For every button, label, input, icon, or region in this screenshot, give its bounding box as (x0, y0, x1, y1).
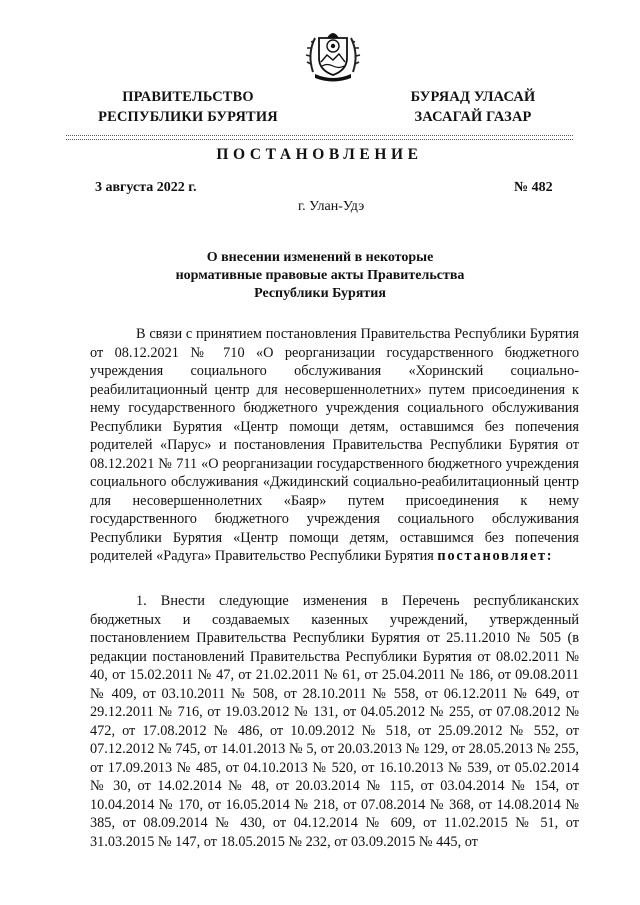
header-divider (66, 135, 573, 136)
government-header-buryat (398, 87, 548, 127)
header-right-line1: БУРЯАД УЛАСАЙ (410, 89, 536, 105)
document-date: 3 августа 2022 г. (95, 180, 197, 195)
header-left-line2: РЕСПУБЛИКИ БУРЯТИЯ (98, 109, 278, 125)
header-divider-secondary (66, 139, 573, 140)
document-number: № 482 (514, 180, 553, 195)
document-title: ПОСТАНОВЛЕНИЕ (216, 146, 423, 163)
government-header-russian (88, 87, 288, 127)
document-city: г. Улан-Удэ (298, 199, 365, 214)
preamble-text: В связи с принятием постановления Правительства Республики Бурятия от 08.12.2021 № 710 «О реорганизации государственного бюджетного учреждения социального обслуживания «Хоринский социально-реабилитационный центр для несовершеннолетних» путем присоединения к нему государственного бюджетного учреждения социального обслуживания Республики Бурятия «Центр помощи детям, оставшимся без попечения родителей «Парус» и постановления Правительства Республики Бурятия от 08.12.2021 № 711 «О реорганизации государственного бюджетного учреждения социального обслуживания «Джидинский социально-реабилитационный центр для несовершеннолетних «Баяр» путем присоединения к нему государственного бюджетного учреждения социального обслуживания Республики Бурятия «Центр помощи детям, оставшимся без попечения родителей «Радуга» Правительство Республики Бурятия (90, 326, 579, 564)
coat-of-arms-icon (303, 24, 363, 84)
subject-line: О внесении изменений в некоторые (206, 250, 434, 265)
header-right-line2: ЗАСАГАЙ ГАЗАР (414, 109, 532, 125)
subject-line: нормативные правовые акты Правительства (175, 268, 465, 283)
decree-verb: постановляет: (437, 548, 554, 564)
header-left-line1: ПРАВИТЕЛЬСТВО (122, 89, 254, 105)
subject-line: Республики Бурятия (254, 286, 386, 301)
body-paragraph-preamble (90, 325, 579, 566)
body-paragraph-item-1 (90, 592, 579, 851)
document-subject (150, 249, 490, 303)
item-1-text: 1. Внести следующие изменения в Перечень республиканских бюджетных и создаваемых казенных учреждений, утвержденный постановлением Правительства Республики Бурятия от 25.11.2010 № 505 (в редакции постановлений Правительства Республики Бурятия от 08.02.2011 № 40, от 15.02.2011 № 47, от 21.02.2011 № 61, от 25.04.2011 № 186, от 09.08.2011 № 409, от 03.10.2011 № 508, от 28.10.2011 № 558, от 06.12.2011 № 649, от 29.12.2011 № 716, от 19.03.2012 № 131, от 04.05.2012 № 255, от 07.08.2012 № 472, от 17.08.2012 № 486, от 10.09.2012 № 518, от 25.09.2012 № 552, от 07.12.2012 № 745, от 14.01.2013 № 5, от 20.03.2013 № 129, от 28.05.2013 № 255, от 17.09.2013 № 485, от 04.10.2013 № 520, от 16.10.2013 № 539, от 05.02.2014 № 30, от 14.02.2014 № 48, от 20.03.2014 № 115, от 03.04.2014 № 154, от 10.04.2014 № 170, от 16.05.2014 № 218, от 07.08.2014 № 368, от 14.08.2014 № 385, от 08.09.2014 № 430, от 04.12.2014 № 609, от 11.02.2015 № 51, от 31.03.2015 № 147, от 18.05.2015 № 232, от 03.09.2015 № 445, от (90, 593, 579, 850)
